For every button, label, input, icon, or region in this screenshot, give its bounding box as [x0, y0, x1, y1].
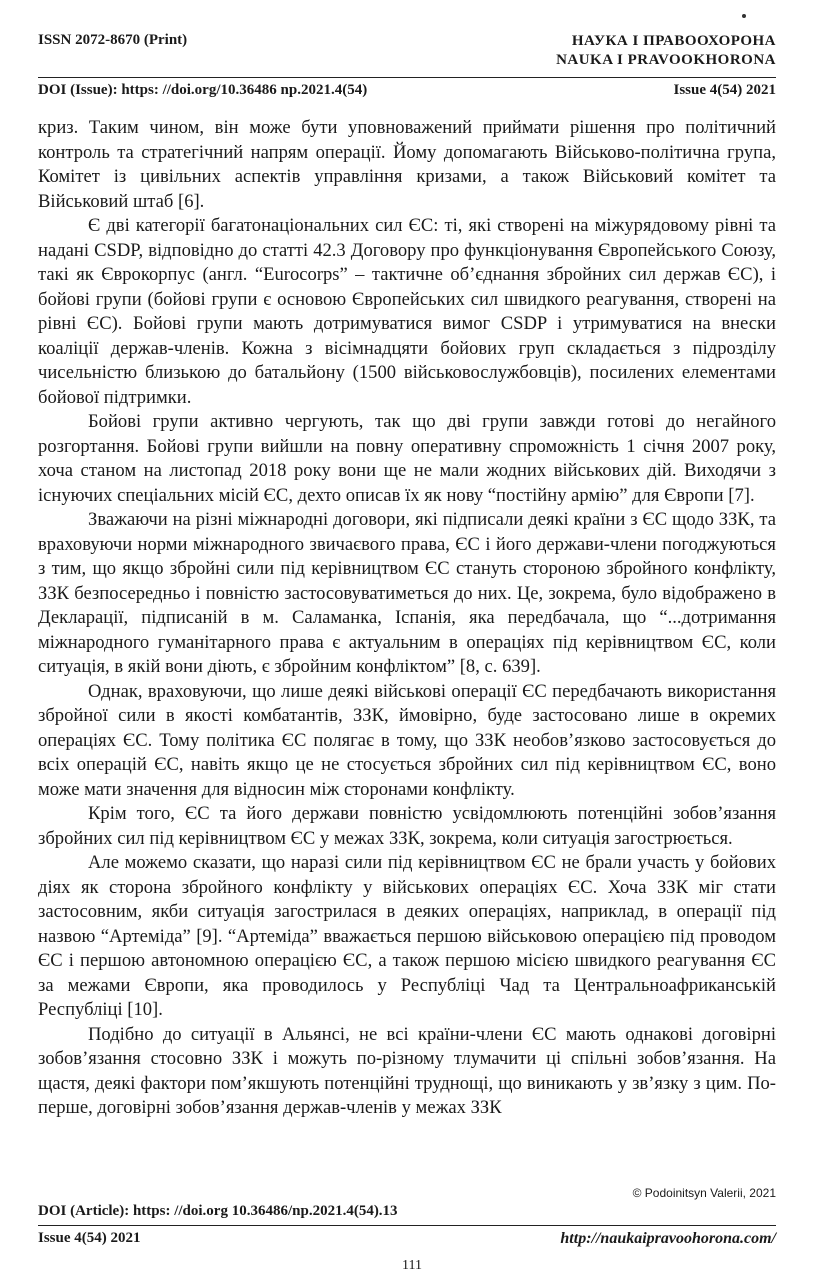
- paragraph-3: Бойові групи активно чергують, так що дві групи завжди готові до негайного розгортання. Бойові групи вийшли на повну оперативну спроможність 1 січня 2007 року, хоча станом на листопад 2018 року вони ще не мали жодних військових дій. Виходячи з існуючих спеціальних місій ЄС, дехто описав їх як нову “постійну армію” для Європи [7].: [38, 411, 776, 506]
- paragraph-5: Однак, враховуючи, що лише деякі військові операції ЄС передбачають використання збройної сили в якості комбатантів, ЗЗК, ймовірно, буде застосовано лише в окремих операціях ЄС. Тому політика ЄС полягає в тому, що ЗЗК необов’язково застосовується до всіх операцій ЄС, навіть якщо це не стосується збройних сил під керівництвом ЄС, воно може мати значення для відносин між сторонами конфлікту.: [38, 680, 776, 800]
- copyright-notice: © Podoinitsyn Valerii, 2021: [632, 1186, 776, 1200]
- header-issue: Issue 4(54) 2021: [673, 82, 776, 98]
- paragraph-7: Але можемо сказати, що наразі сили під керівництвом ЄС не брали участь у бойових діях як сторона збройного конфлікту у військових операціях ЄС. Хоча ЗЗК міг стати застосовним, якби ситуація загострилася в деяких операціях, наприклад, в операції під назвою “Артеміда” [9]. “Артеміда” вважається першою військовою операцією під проводом ЄС і першою автономною операцією ЄС, а також першою місією швидкого реагування ЄС за межами Європи, яка проводилось у Республіці Чад та Центральноафриканській Республіці [10].: [38, 852, 776, 1020]
- article-body: [38, 116, 776, 1121]
- article-doi: DOI (Article): https: //doi.org 10.36486/np.2021.4(54).13: [38, 1203, 398, 1219]
- header-divider: [38, 77, 776, 78]
- paragraph-8: Подібно до ситуації в Альянсі, не всі країни-члени ЄС мають однакові договірні зобов’язання стосовно ЗЗК і можуть по-різному тлумачити ці спільні зобов’язання. На щастя, деякі фактори пом’якшують потенційні труднощі, що виникають у зв’язку з цим. По-перше, договірні зобов’язання держав-членів у межах ЗЗК: [38, 1023, 776, 1118]
- journal-title-ua: НАУКА І ПРАВООХОРОНА: [571, 33, 776, 49]
- issue-doi: DOI (Issue): https: //doi.org/10.36486 np.2021.4(54): [38, 82, 368, 98]
- journal-title: [556, 32, 776, 70]
- paragraph-4: Зважаючи на різні міжнародні договори, які підписали деякі країни з ЄС щодо ЗЗК, та враховуючи норми міжнародного звичаєвого права, ЄС і його держави-члени погоджуються з тим, що якщо збройні сили під керівництвом ЄС стануть стороною збройного конфлікту, ЗЗК безпосередньо і повністю застосовуватиметься до них. Це, зокрема, було відображено в Декларації, підписаній в м. Саламанка, Іспанія, яка передбачала, що “...дотримання міжнародного гуманітарного права є актуальним в операціях під керівництвом ЄС, коли ситуація, в якій вони діють, є збройним конфліктом” [8, с. 639].: [38, 509, 776, 677]
- footer-divider: [38, 1225, 776, 1226]
- journal-title-lat: NAUKA I PRAVOOKHORONA: [556, 52, 776, 68]
- scan-dot: [742, 14, 746, 18]
- journal-url: http://naukaipravoohorona.com/: [560, 1230, 776, 1247]
- page-number: 111: [402, 1258, 422, 1273]
- paragraph-6: Крім того, ЄС та його держави повністю усвідомлюють потенційні зобов’язання збройних сил під керівництвом ЄС у межах ЗЗК, зокрема, коли ситуація загострюється.: [38, 803, 776, 849]
- paragraph-2: Є дві категорії багатонаціональних сил ЄС: ті, які створені на міжурядовому рівні та надані CSDP, відповідно до статті 42.3 Договору про функціонування Європейського Союзу, такі як Єврокорпус (англ. “Eurocorps” – тактичне об’єднання збройних сил держав ЄС), і бойові групи (бойові групи є основою Європейських сил швидкого реагування, створені на рівні ЄС). Бойові групи мають дотримуватися вимог CSDP і утримуватися на внески коаліції держав-членів. Кожна з вісімнадцяти бойових груп складається з підрозділу чисельністю близькою до батальйону (1500 військовослужбовців), посилених елементами бойової підтримки.: [38, 215, 776, 408]
- paragraph-1: криз. Таким чином, він може бути уповноважений приймати рішення про політичний контроль та стратегічний напрям операції. Йому допомагають Військово-політична група, Комітет із цивільних аспектів управління кризами, а також Військовий комітет та Військовий штаб [6].: [38, 117, 776, 212]
- footer-issue: Issue 4(54) 2021: [38, 1230, 141, 1246]
- issn-label: ISSN 2072-8670 (Print): [38, 32, 188, 48]
